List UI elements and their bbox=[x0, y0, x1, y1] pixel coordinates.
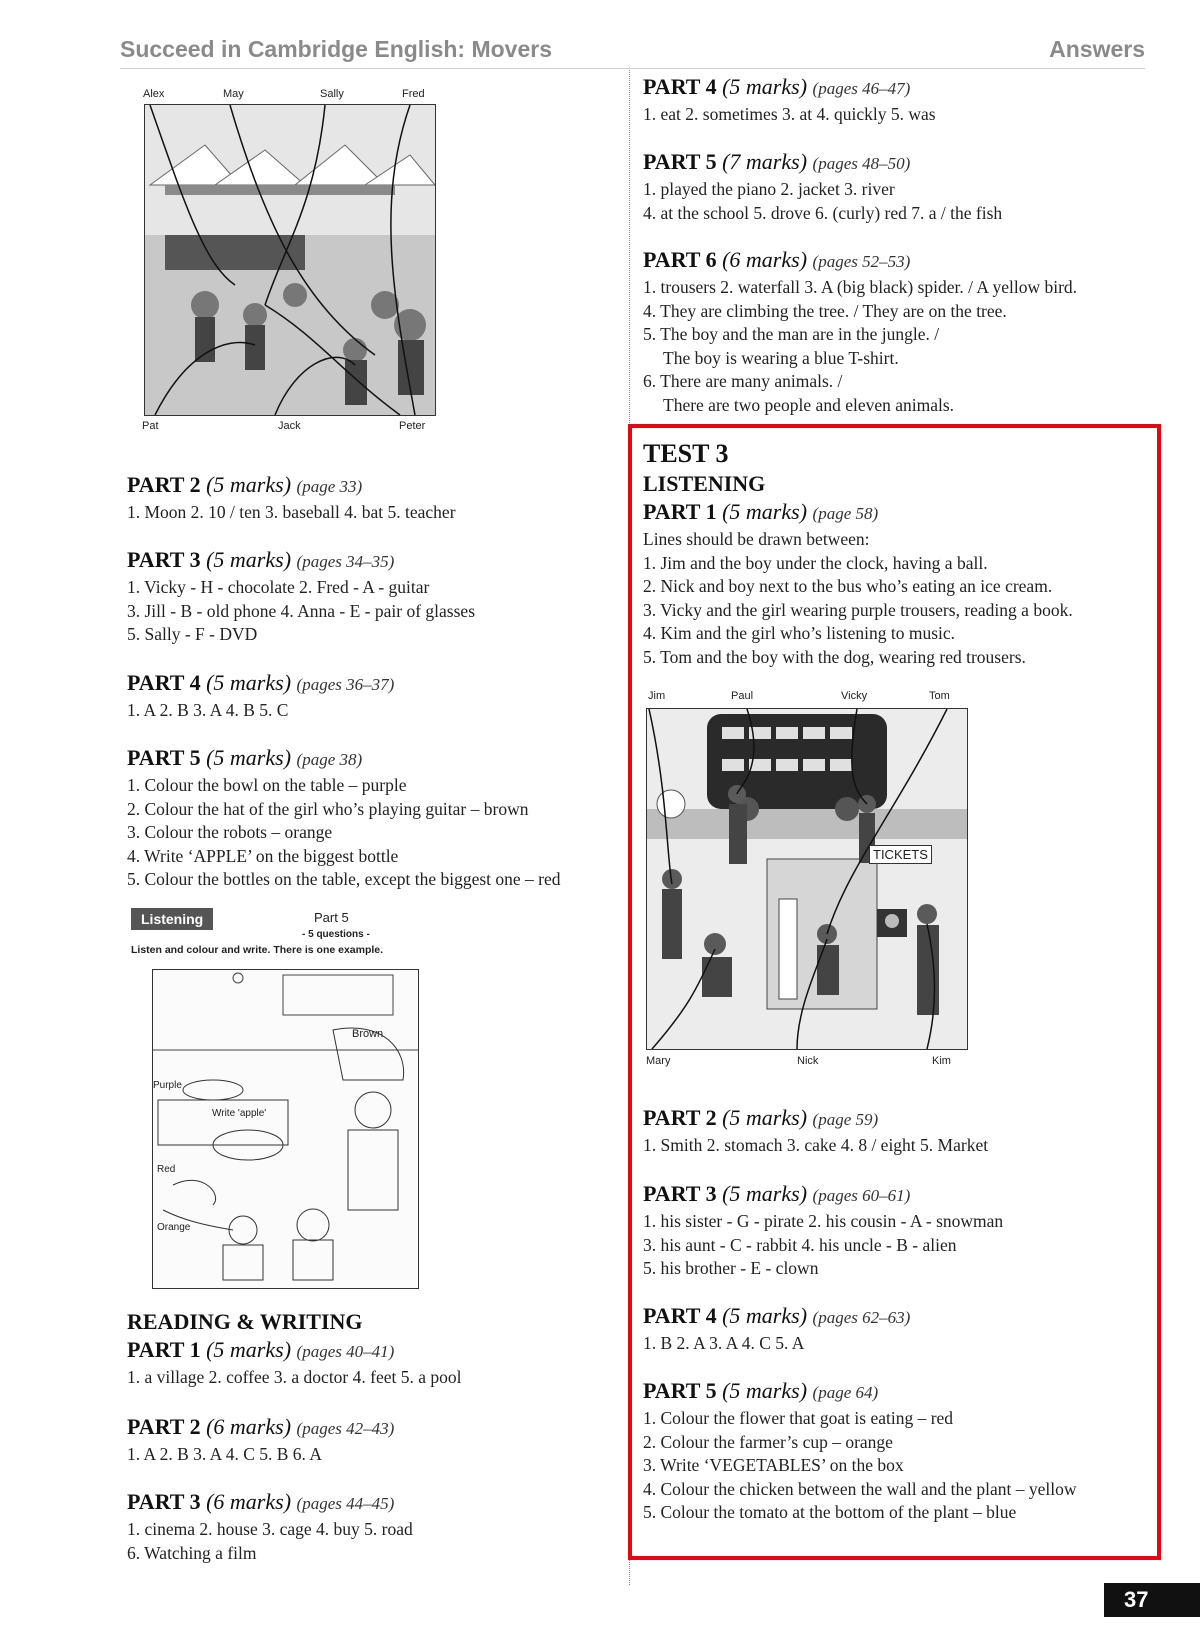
answer-line: 5. The boy and the man are in the jungle. / bbox=[643, 324, 940, 344]
answer-line: 6. Watching a film bbox=[127, 1542, 257, 1563]
answer-line: 1. Colour the flower that goat is eating – red bbox=[643, 1408, 954, 1428]
colour-label: Brown bbox=[352, 1028, 384, 1040]
answer-line: 1. A 2. B 3. A 4. C 5. B 6. A bbox=[127, 1444, 322, 1464]
answer-line: 1. played the piano 2. jacket 3. river bbox=[643, 179, 895, 199]
right-part-5 bbox=[643, 148, 1002, 225]
answer-line: There are two people and eleven animals. bbox=[663, 394, 955, 415]
answer-line: 1. Colour the bowl on the table – purple bbox=[127, 775, 407, 795]
part-title: PART 4 bbox=[643, 1303, 717, 1328]
part-title: PART 2 bbox=[643, 1105, 717, 1130]
answer-line: 3. Colour the robots – orange bbox=[127, 822, 333, 842]
market-scene-illustration bbox=[144, 104, 436, 416]
answer-line: 1. cinema 2. house 3. cage 4. buy 5. road bbox=[127, 1519, 413, 1539]
answer-line: 4. Colour the chicken between the wall and the plant – yellow bbox=[643, 1478, 1077, 1499]
colouring-worksheet-illustration bbox=[152, 969, 419, 1289]
right-part-4 bbox=[643, 73, 936, 127]
part-marks: (6 marks) bbox=[722, 247, 808, 272]
answer-line: 2. Nick and boy next to the bus who’s eating an ice cream. bbox=[643, 576, 1053, 596]
part-title: PART 6 bbox=[643, 247, 717, 272]
fig2-part: Part 5 bbox=[314, 910, 349, 925]
test3-part-2 bbox=[643, 1104, 988, 1158]
answer-line: 1. Jim and the boy under the clock, having a ball. bbox=[643, 552, 988, 573]
fig3-label: Tom bbox=[929, 690, 950, 702]
part-title: PART 5 bbox=[643, 1378, 717, 1403]
part-pages: (page 38) bbox=[296, 750, 363, 769]
fig2-instruction: Listen and colour and write. There is one example. bbox=[131, 944, 384, 956]
test3-part-3 bbox=[643, 1180, 1003, 1281]
part-marks: (5 marks) bbox=[722, 1378, 808, 1403]
part-marks: (6 marks) bbox=[206, 1489, 292, 1514]
reading-writing-section bbox=[127, 1308, 461, 1390]
part-title: PART 5 bbox=[643, 149, 717, 174]
part-title: PART 2 bbox=[127, 472, 201, 497]
fig3-label: Mary bbox=[646, 1055, 671, 1067]
part-pages: (pages 42–43) bbox=[296, 1419, 395, 1438]
reading-heading: READING & WRITING bbox=[127, 1309, 363, 1334]
part-pages: (pages 60–61) bbox=[812, 1186, 911, 1205]
part-pages: (pages 34–35) bbox=[296, 552, 395, 571]
part-marks: (5 marks) bbox=[206, 1337, 292, 1362]
answer-line: 5. Colour the tomato at the bottom of the plant – blue bbox=[643, 1502, 1017, 1522]
part-marks: (6 marks) bbox=[206, 1414, 292, 1439]
answer-line: 5. Tom and the boy with the dog, wearing red trousers. bbox=[643, 646, 1026, 667]
part-marks: (5 marks) bbox=[206, 670, 292, 695]
part-marks: (5 marks) bbox=[206, 472, 292, 497]
section-title: Answers bbox=[1049, 36, 1145, 62]
colour-label: Red bbox=[157, 1164, 176, 1175]
test3-part-5 bbox=[643, 1377, 1076, 1525]
part-pages: (pages 62–63) bbox=[812, 1308, 911, 1327]
part-title: PART 4 bbox=[643, 74, 717, 99]
page-number: 37 bbox=[1104, 1583, 1200, 1617]
fig3-label: Jim bbox=[648, 690, 666, 702]
part-marks: (5 marks) bbox=[206, 547, 292, 572]
left-part-3 bbox=[127, 546, 475, 647]
answer-line: 4. Write ‘APPLE’ on the biggest bottle bbox=[127, 845, 399, 866]
reading-part-3 bbox=[127, 1488, 413, 1565]
answer-line: 2. Colour the hat of the girl who’s playing guitar – brown bbox=[127, 798, 529, 819]
answer-line: 1. trousers 2. waterfall 3. A (big black) spider. / A yellow bird. bbox=[643, 277, 1078, 297]
tickets-sign: TICKETS bbox=[869, 845, 932, 864]
header-divider bbox=[120, 68, 1145, 69]
answer-line: 3. Write ‘VEGETABLES’ on the box bbox=[643, 1455, 904, 1475]
answer-line: 1. B 2. A 3. A 4. C 5. A bbox=[643, 1333, 805, 1353]
answer-line: 5. Colour the bottles on the table, except the biggest one – red bbox=[127, 869, 561, 889]
part-marks: (5 marks) bbox=[722, 1303, 808, 1328]
part-marks: (5 marks) bbox=[722, 1105, 808, 1130]
answer-line: 3. his aunt - C - rabbit 4. his uncle - B - alien bbox=[643, 1234, 957, 1255]
part-title: PART 2 bbox=[127, 1414, 201, 1439]
answer-line: 1. Vicky - H - chocolate 2. Fred - A - guitar bbox=[127, 577, 430, 597]
left-part-2 bbox=[127, 471, 456, 525]
answer-line: 6. There are many animals. / bbox=[643, 371, 843, 391]
part-pages: (pages 40–41) bbox=[296, 1342, 395, 1361]
fig1-label: Fred bbox=[402, 88, 425, 100]
test3-heading: TEST 3 bbox=[643, 439, 729, 468]
part-pages: (pages 52–53) bbox=[812, 252, 911, 271]
answer-line: 4. at the school 5. drove 6. (curly) red 7. a / the fish bbox=[643, 202, 1003, 223]
answer-line: The boy is wearing a blue T-shirt. bbox=[663, 347, 899, 368]
bus-stop-scene-illustration bbox=[646, 708, 968, 1050]
fig1-label: Pat bbox=[142, 420, 159, 432]
answer-line: 1. a village 2. coffee 3. a doctor 4. feet 5. a pool bbox=[127, 1367, 462, 1387]
answer-line: Lines should be drawn between: bbox=[643, 529, 870, 549]
part-marks: (5 marks) bbox=[722, 74, 808, 99]
left-part-4 bbox=[127, 669, 394, 723]
part-title: PART 3 bbox=[127, 1489, 201, 1514]
answer-line: 1. Moon 2. 10 / ten 3. baseball 4. bat 5. teacher bbox=[127, 502, 456, 522]
part-pages: (pages 48–50) bbox=[812, 154, 911, 173]
answer-line: 5. Sally - F - DVD bbox=[127, 624, 258, 644]
fig3-label: Vicky bbox=[841, 690, 868, 702]
part-pages: (pages 44–45) bbox=[296, 1494, 395, 1513]
answer-line: 3. Vicky and the girl wearing purple trousers, reading a book. bbox=[643, 599, 1073, 620]
test3-part-1 bbox=[643, 438, 1073, 669]
part-pages: (page 33) bbox=[296, 477, 363, 496]
colour-label: Orange bbox=[157, 1222, 191, 1233]
answer-line: 1. Smith 2. stomach 3. cake 4. 8 / eight 5. Market bbox=[643, 1135, 989, 1155]
answer-line: 5. his brother - E - clown bbox=[643, 1258, 819, 1278]
fig1-label: May bbox=[223, 88, 244, 100]
part-title: PART 1 bbox=[127, 1337, 201, 1362]
fig1-label: Sally bbox=[320, 88, 344, 100]
fig1-label: Alex bbox=[143, 88, 165, 100]
part-marks: (5 marks) bbox=[722, 1181, 808, 1206]
part-marks: (7 marks) bbox=[722, 149, 808, 174]
fig1-label: Jack bbox=[278, 420, 301, 432]
answer-line: 4. Kim and the girl who’s listening to music. bbox=[643, 623, 956, 643]
fig3-label: Nick bbox=[797, 1055, 819, 1067]
fig2-questions: - 5 questions - bbox=[302, 929, 370, 940]
listening-heading: LISTENING bbox=[643, 471, 766, 496]
part-title: PART 3 bbox=[127, 547, 201, 572]
reading-part-2 bbox=[127, 1413, 394, 1467]
part-marks: (5 marks) bbox=[722, 499, 808, 524]
part-pages: (page 58) bbox=[812, 504, 879, 523]
right-part-6 bbox=[643, 246, 1077, 417]
answer-line: 3. Jill - B - old phone 4. Anna - E - pair of glasses bbox=[127, 600, 476, 621]
part-pages: (page 64) bbox=[812, 1383, 879, 1402]
book-title: Succeed in Cambridge English: Movers bbox=[120, 36, 552, 62]
answer-line: 4. They are climbing the tree. / They are on the tree. bbox=[643, 300, 1007, 321]
fig3-label: Kim bbox=[932, 1055, 951, 1067]
part-pages: (pages 36–37) bbox=[296, 675, 395, 694]
answer-line: 1. A 2. B 3. A 4. B 5. C bbox=[127, 700, 289, 720]
fig3-label: Paul bbox=[731, 690, 754, 702]
part-title: PART 5 bbox=[127, 745, 201, 770]
answer-line: 1. his sister - G - pirate 2. his cousin - A - snowman bbox=[643, 1211, 1004, 1231]
part-marks: (5 marks) bbox=[206, 745, 292, 770]
part-pages: (page 59) bbox=[812, 1110, 879, 1129]
part-title: PART 1 bbox=[643, 499, 717, 524]
part-pages: (pages 46–47) bbox=[812, 79, 911, 98]
answer-line: 2. Colour the farmer’s cup – orange bbox=[643, 1431, 893, 1452]
colour-label: Purple bbox=[153, 1080, 182, 1091]
left-part-5 bbox=[127, 744, 561, 892]
part-title: PART 4 bbox=[127, 670, 201, 695]
listening-tag: Listening bbox=[131, 908, 213, 930]
test3-part-4 bbox=[643, 1302, 910, 1356]
colour-label: Write 'apple' bbox=[212, 1108, 267, 1119]
answer-line: 1. eat 2. sometimes 3. at 4. quickly 5. was bbox=[643, 104, 936, 124]
part-title: PART 3 bbox=[643, 1181, 717, 1206]
fig1-label: Peter bbox=[399, 420, 426, 432]
